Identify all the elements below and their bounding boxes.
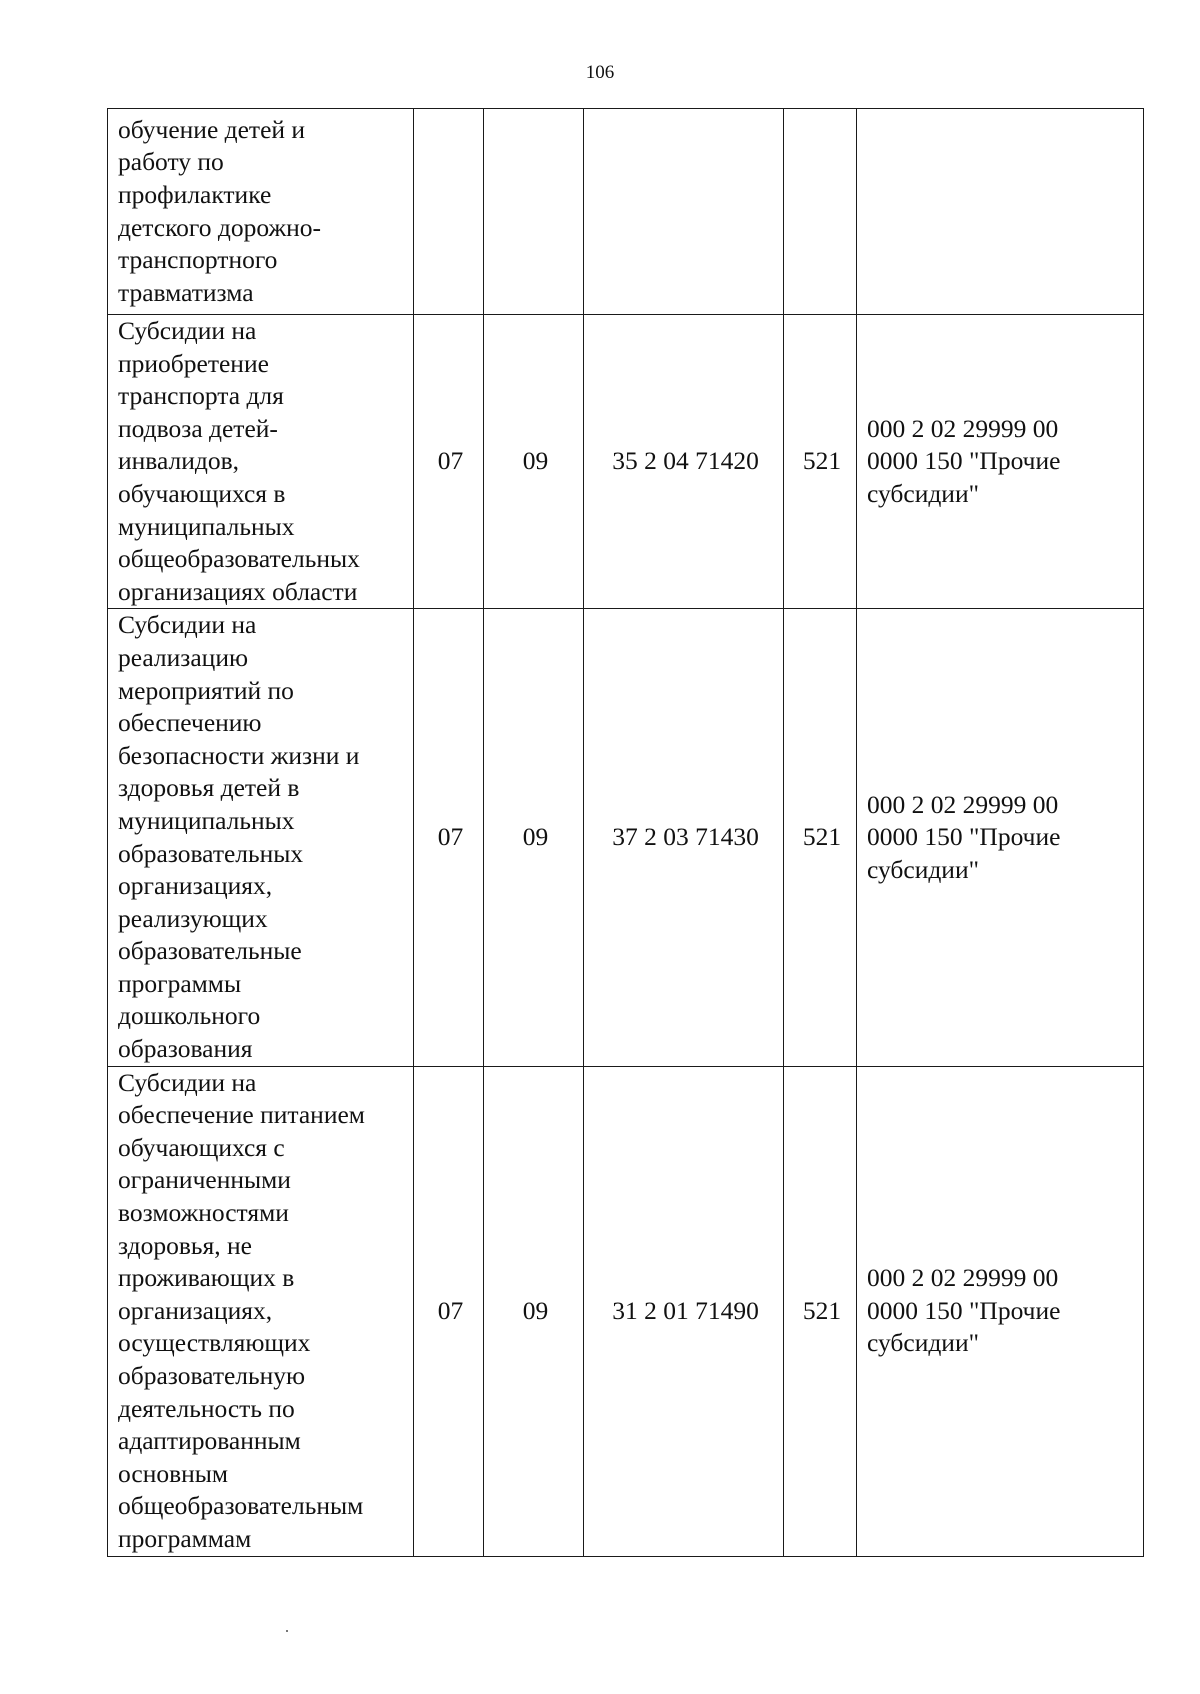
target-code: 37 2 03 71430 [612, 822, 759, 852]
budget-table [107, 108, 1144, 1557]
kbk-code: 000 2 02 29999 00 0000 150 "Прочие субсидии" [867, 1263, 1061, 1358]
subsection-cell [484, 1066, 584, 1556]
table-row [108, 315, 1144, 609]
expense-cell [784, 1066, 857, 1556]
kbk-cell [857, 1066, 1144, 1556]
kbk-cell [857, 609, 1144, 1066]
target-cell [584, 315, 784, 609]
expense-code: 521 [802, 1295, 842, 1325]
scan-speck [286, 1630, 288, 1632]
expense-cell [784, 609, 857, 1066]
section-cell [414, 109, 484, 315]
table-row [108, 1066, 1144, 1556]
section-code: 07 [437, 446, 464, 476]
expense-cell [784, 315, 857, 609]
kbk-cell [857, 315, 1144, 609]
expense-code: 521 [802, 446, 842, 476]
kbk-cell [857, 109, 1144, 315]
row-name-cell [108, 609, 414, 1066]
section-cell [414, 609, 484, 1066]
table-row [108, 109, 1144, 315]
row-name: Субсидии на обеспечение питанием обучающихся с ограниченными возможностями здоровья, не проживающих в организациях, осуществляющих образовательную деятельность по адаптированным основным общеобразовательным программам [118, 1067, 365, 1553]
kbk-code: 000 2 02 29999 00 0000 150 "Прочие субсидии" [867, 413, 1061, 508]
section-cell [414, 315, 484, 609]
expense-code: 521 [802, 822, 842, 852]
subsection-code: 09 [522, 1295, 549, 1325]
subsection-code: 09 [522, 822, 549, 852]
page-number: 106 [585, 62, 615, 83]
table-row [108, 609, 1144, 1066]
subsection-cell [484, 609, 584, 1066]
row-name-cell [108, 1066, 414, 1556]
row-name-cell [108, 109, 414, 315]
row-name-cell [108, 315, 414, 609]
target-code: 35 2 04 71420 [612, 446, 759, 476]
subsection-cell [484, 315, 584, 609]
target-cell [584, 109, 784, 315]
target-cell [584, 609, 784, 1066]
kbk-code: 000 2 02 29999 00 0000 150 "Прочие субсидии" [867, 789, 1061, 884]
target-code: 31 2 01 71490 [612, 1295, 759, 1325]
section-cell [414, 1066, 484, 1556]
row-name: обучение детей и работу по профилактике детского дорожно- транспортного травматизма [118, 114, 321, 307]
target-cell [584, 1066, 784, 1556]
subsection-code: 09 [522, 446, 549, 476]
row-name: Субсидии на приобретение транспорта для подвоза детей- инвалидов, обучающихся в муниципальных общеобразовательных организациях области [118, 316, 360, 606]
row-name: Субсидии на реализацию мероприятий по обеспечению безопасности жизни и здоровья детей в муниципальных образовательных организациях, реализующих образовательные программы дошкольного образования [118, 610, 360, 1064]
subsection-cell [484, 109, 584, 315]
expense-cell [784, 109, 857, 315]
section-code: 07 [437, 822, 464, 852]
section-code: 07 [437, 1295, 464, 1325]
